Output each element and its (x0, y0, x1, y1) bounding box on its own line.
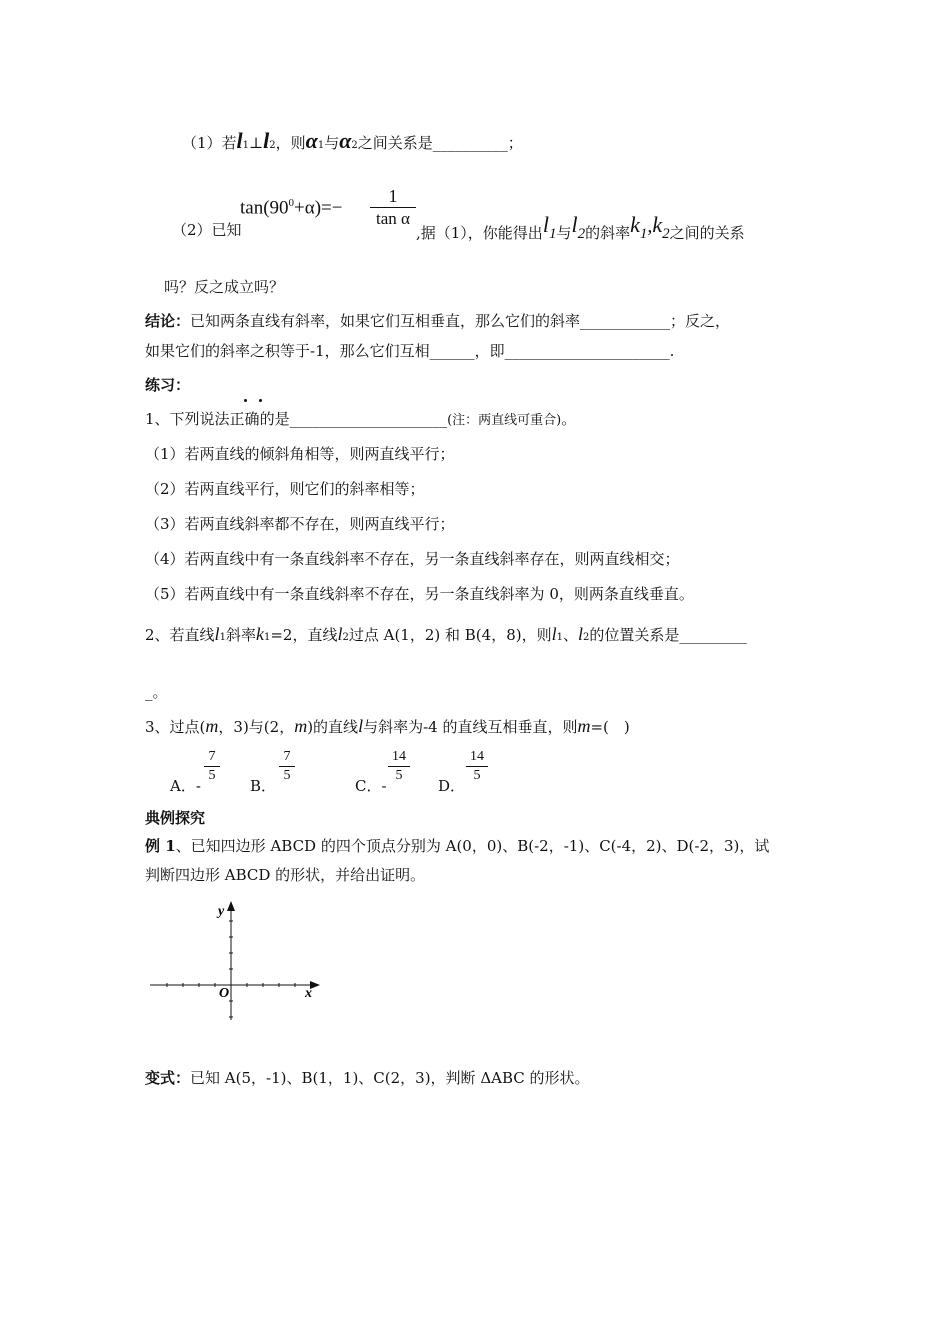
emphasis-dot (244, 399, 247, 402)
emphasis-dot (259, 399, 262, 402)
x-axis-label: x (305, 986, 312, 1001)
variant: 变式：已知 A(5，-1)、B(1，1)、C(2，3)，判断 ΔABC 的形状。 (145, 1069, 590, 1087)
question-2-rest: ,据（1），你能得出l1与l2的斜率k1,k2之间的关系 (416, 212, 745, 242)
exercise-2-line2: _。 (145, 683, 168, 701)
exercise-3: 3、过点(m，3)与(2，m)的直线l与斜率为-4 的直线互相垂直，则m=( ) (145, 716, 630, 736)
example-1-line1: 例 1、已知四边形 ABCD 的四个顶点分别为 A(0，0)、B(-2，-1)、C(-4，2)、D(-2，3)，试 (145, 837, 770, 855)
exercise-1-item-1: （1）若两直线的倾斜角相等，则两直线平行； (145, 445, 455, 463)
l-symbol: l (236, 128, 243, 153)
question-2-prefix: （2）已知 (172, 221, 242, 239)
option-a-fraction: 7 5 (204, 749, 220, 784)
option-b-fraction: 7 5 (279, 749, 295, 784)
tan-fraction: 1 tan α (370, 186, 416, 229)
conclusion-line1: 结论：已知两条直线有斜率，如果它们互相垂直，那么它们的斜率____________；反之， (145, 312, 731, 330)
y-axis-arrow (227, 901, 235, 911)
option-c-fraction: 14 5 (388, 749, 410, 784)
y-axis-label: y (218, 904, 225, 919)
alpha-symbol: α (305, 128, 318, 153)
exercise-2: 2、若直线l1斜率k1=2，直线l2过点 A(1，2) 和 B(4，8)，则l1、l2的位置关系是_________ (145, 624, 747, 644)
tan-formula: $\tan(90^0+\alpha)=-$ (240, 197, 343, 219)
exercise-1-item-5: （5）若两直线中有一条直线斜率不存在，另一条直线斜率为 0，则两条直线垂直。 (145, 585, 694, 603)
option-a-label: A．- (170, 777, 201, 795)
exercise-1-item-3: （3）若两直线斜率都不存在，则两直线平行； (145, 515, 455, 533)
question-1: （1）若l1⊥l2，则α1与α2之间关系是__________； (182, 128, 523, 153)
option-b-label: B． (250, 777, 277, 795)
coordinate-axes (140, 898, 340, 1028)
section-title: 典例探究 (145, 809, 206, 827)
exercise-1-item-4: （4）若两直线中有一条直线斜率不存在，另一条直线斜率存在，则两直线相交； (145, 550, 680, 568)
exercise-title: 练习： (145, 376, 191, 394)
option-d-fraction: 14 5 (466, 749, 488, 784)
option-c-label: C．- (355, 777, 387, 795)
example-1-line2: 判断四边形 ABCD 的形状，并给出证明。 (145, 866, 426, 884)
exercise-1-item-2: （2）若两直线平行，则它们的斜率相等； (145, 480, 425, 498)
question-2-line2: 吗？反之成立吗？ (164, 278, 285, 296)
option-d-label: D． (438, 777, 466, 795)
exercise-1: 1、下列说法正确的是_____________________(注：两直线可重合)。 (145, 410, 577, 428)
origin-label: O (219, 986, 230, 1001)
conclusion-line2: 如果它们的斜率之积等于-1，那么它们互相______，即______________________. (145, 342, 675, 360)
